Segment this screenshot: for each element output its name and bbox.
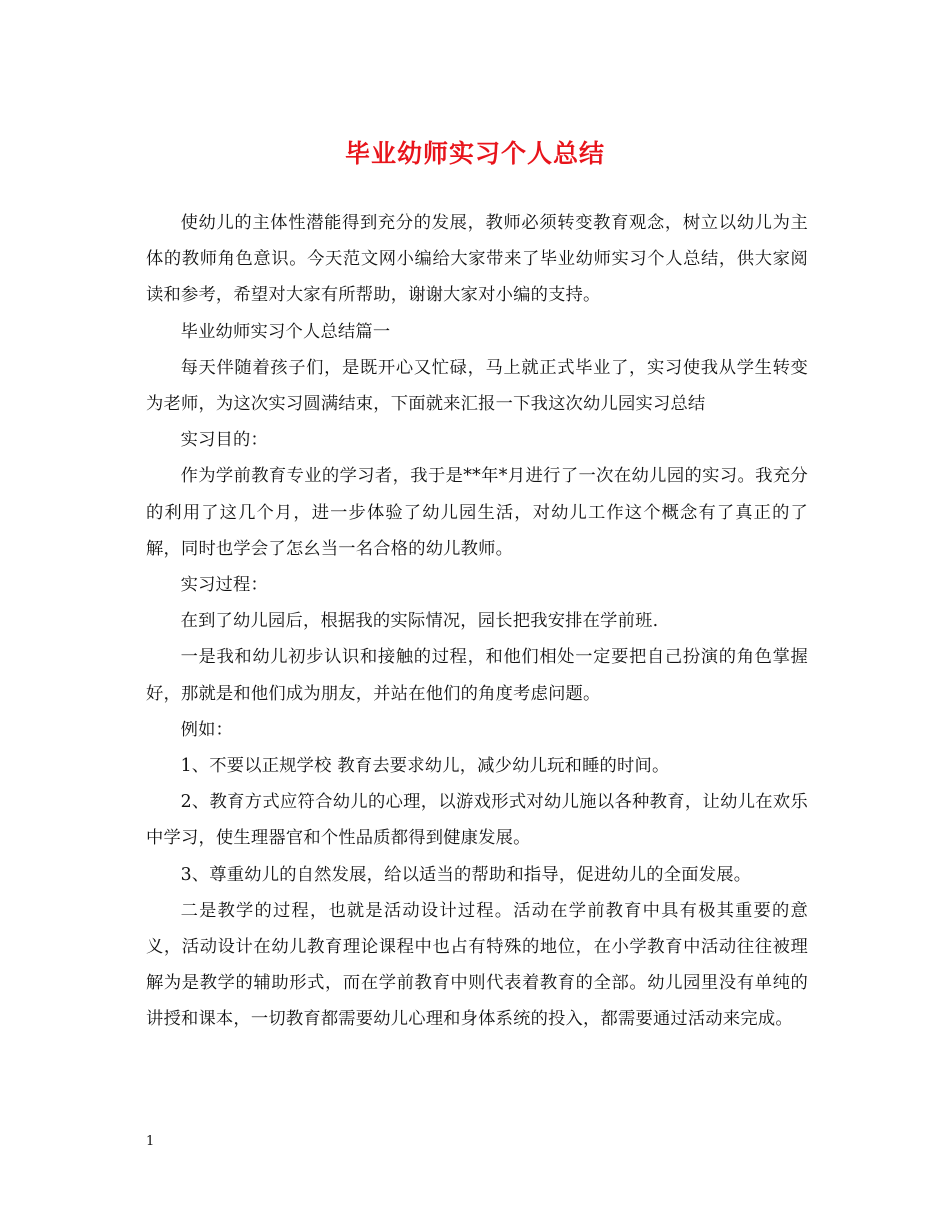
heading-examples: 例如： [180, 719, 234, 740]
paragraph-second-stage: 二是教学的过程，也就是活动设计过程。活动在学前教育中具有极其重要的意义，活动设计在幼儿教育理论课程中也占有特殊的地位，在小学教育中活动往往被理解为是教学的辅助形式，而在学前教育中则代表着教育的全部。幼儿园里没有单纯的讲授和课本，一切教育都需要幼儿心理和身体系统的投入，都需要通过活动来完成。 [146, 900, 808, 1030]
document-body [146, 205, 808, 1038]
list-item-1: 1、不要以正规学校 教育去要求幼儿，减少幼儿玩和睡的时间。 [180, 756, 670, 777]
paragraph-purpose: 作为学前教育专业的学习者，我于是**年*月进行了一次在幼儿园的实习。我充分的利用了这几个月，进一步体验了幼儿园生活，对幼儿工作这个概念有了真正的了解，同时也学会了怎幺当一名合格的幼儿教师。 [146, 466, 808, 559]
paragraph-assignment: 在到了幼儿园后，根据我的实际情况，园长把我安排在学前班. [180, 611, 659, 632]
heading-internship-purpose: 实习目的： [180, 430, 269, 451]
paragraph-intro: 使幼儿的主体性潜能得到充分的发展，教师必须转变教育观念，树立以幼儿为主体的教师角色意识。今天范文网小编给大家带来了毕业幼师实习个人总结，供大家阅读和参考，希望对大家有所帮助，谢谢大家对小编的支持。 [146, 213, 808, 306]
list-item-2: 2、教育方式应符合幼儿的心理，以游戏形式对幼儿施以各种教育，让幼儿在欢乐中学习，使生理器官和个性品质都得到健康发展。 [146, 792, 808, 849]
heading-internship-process: 实习过程： [180, 575, 269, 596]
paragraph-daily-life: 每天伴随着孩子们，是既开心又忙碌，马上就正式毕业了，实习使我从学生转变为老师，为这次实习圆满结束，下面就来汇报一下我这次幼儿园实习总结 [146, 357, 808, 415]
document-title: 毕业幼师实习个人总结 [344, 139, 605, 168]
paragraph-first-stage: 一是我和幼儿初步认识和接触的过程，和他们相处一定要把自己扮演的角色掌握好，那就是和他们成为朋友，并站在他们的角度考虑问题。 [146, 647, 808, 704]
list-item-3: 3、尊重幼儿的自然发展，给以适当的帮助和指导，促进幼儿的全面发展。 [180, 864, 752, 885]
page-number: 1 [146, 1134, 155, 1149]
section-heading-part-one: 毕业幼师实习个人总结篇一 [180, 321, 391, 342]
